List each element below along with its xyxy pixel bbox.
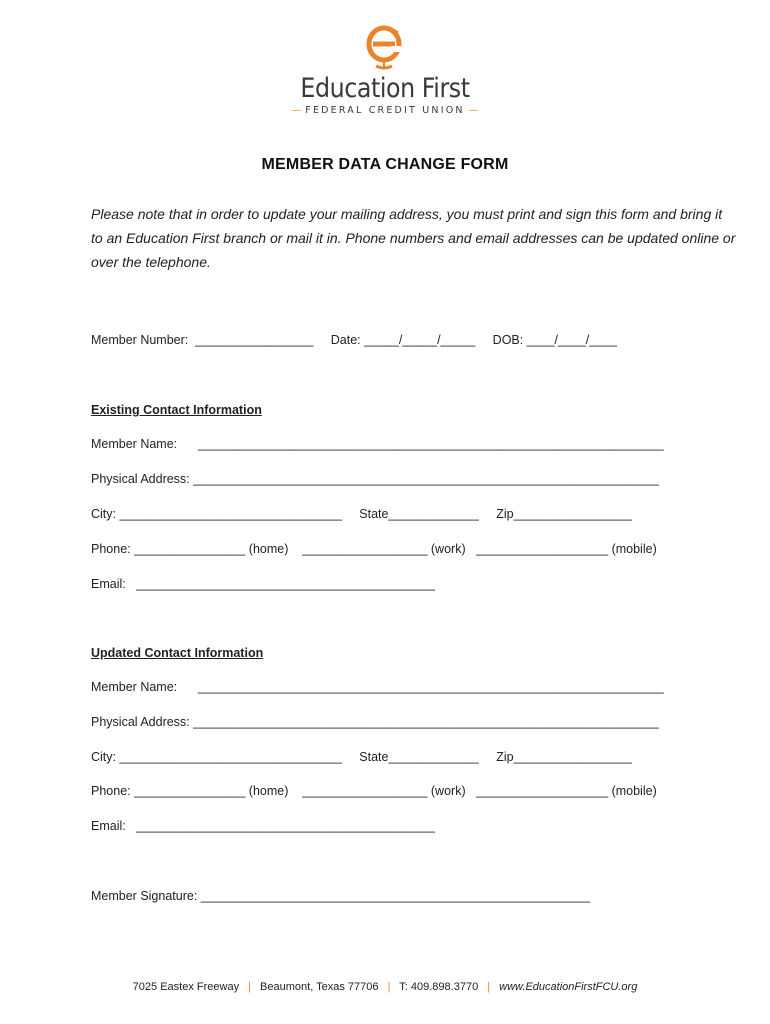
footer-website-link[interactable]: www.EducationFirstFCU.org (499, 981, 638, 993)
brand-subtitle: — FEDERAL CREDIT UNION — (291, 105, 479, 116)
updated-contact-heading: Updated Contact Information (91, 646, 264, 660)
existing-physical-address-field[interactable]: Physical Address: ___________________________________________________________________ (91, 472, 659, 486)
form-note: Please note that in order to update your mailing address, you must print and sign this form and bring it to an Education First branch or mail it in. Phone numbers and email addresses can be updated online or over the telephone. (91, 206, 736, 270)
member-number-date-dob-line[interactable]: Member Number: _________________ Date: _____/_____/_____ DOB: ____/____/____ (91, 333, 618, 347)
footer-separator: | (248, 981, 251, 993)
existing-contact-heading: Existing Contact Information (91, 403, 262, 417)
footer-separator: | (487, 981, 491, 993)
existing-email-field[interactable]: Email: ___________________________________________ (91, 577, 436, 591)
brand-name: Education First (300, 73, 470, 104)
footer-separator: | (387, 981, 391, 993)
existing-phone-field[interactable]: Phone: ________________ (home) __________________ (work) ___________________ (mobile) (91, 542, 657, 556)
form-title: MEMBER DATA CHANGE FORM (261, 156, 509, 173)
existing-city-state-zip-field[interactable]: City: ________________________________ State_____________ Zip_________________ (91, 507, 632, 521)
existing-member-name-field[interactable]: Member Name: ___________________________________________________________________ (91, 437, 664, 451)
footer-address: 7025 Eastex Freeway (132, 981, 240, 993)
updated-member-name-field[interactable]: Member Name: ___________________________________________________________________ (91, 680, 664, 694)
footer (0, 981, 770, 993)
globe-e-logo-icon (362, 22, 408, 72)
updated-email-field[interactable]: Email: ___________________________________________ (91, 819, 436, 833)
updated-physical-address-field[interactable]: Physical Address: ___________________________________________________________________ (91, 715, 659, 729)
updated-phone-field[interactable]: Phone: ________________ (home) __________________ (work) ___________________ (mobile) (91, 784, 657, 798)
logo (0, 22, 770, 116)
member-signature-field[interactable]: Member Signature: ________________________________________________________ (91, 889, 591, 903)
footer-phone: T: 409.898.3770 (399, 981, 479, 993)
footer-city: Beaumont, Texas 77706 (260, 981, 379, 993)
updated-city-state-zip-field[interactable]: City: ________________________________ State_____________ Zip_________________ (91, 750, 632, 764)
